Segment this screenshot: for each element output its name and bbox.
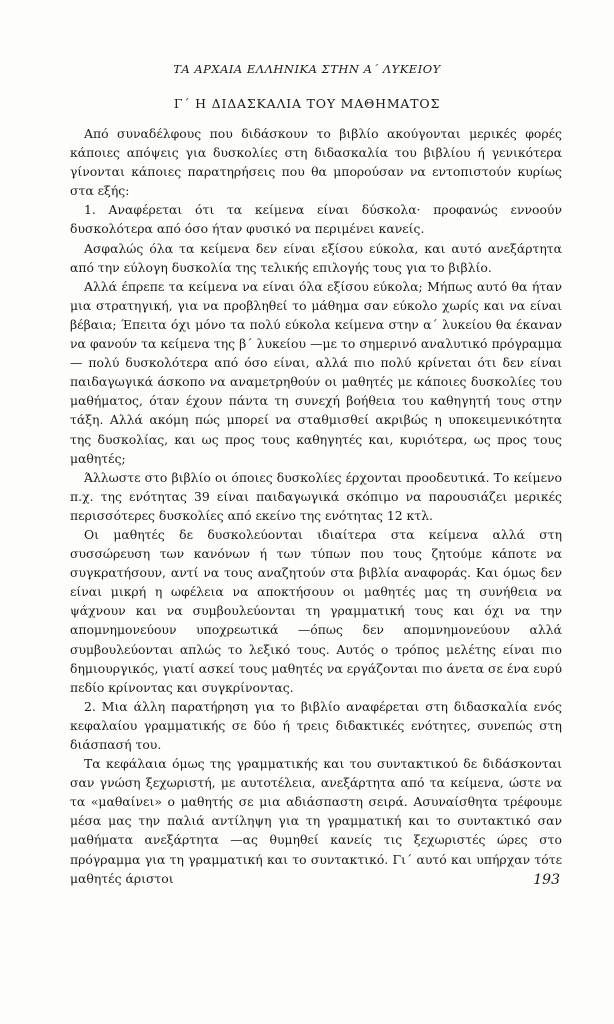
paragraph: Αλλά έπρεπε τα κείμενα να είναι όλα εξίσου εύκολα; Μήπως αυτό θα ήταν μια στρατηγική, για να προβληθεί το μάθημα σαν εύκολο χωρίς και να είναι βέβαια; Έπειτα όχι μόνο τα πολύ εύκολα κείμενα στην α΄ λυκείου θα έκαναν να φανούν τα κείμενα της β΄ λυκείου —με το σημερινό αναλυτικό πρόγραμμα— πολύ δυσκολότερα από όσο είναι, αλλά πιο πολύ κρίνεται ότι δεν είναι παιδαγωγικά άσκοπο να αναμετρηθούν οι μαθητές με κάποιες δυσκολίες του μαθήματος, όταν έχουν πάντα τη συνεχή βοήθεια του καθηγητή τους στην τάξη. Αλλά ακόμη πώς μπορεί να σταθμισθεί ακριβώς η υποκειμενικότητα της δυσκολίας, και ως προς τους καθηγητές και, κυριότερα, ως προς τους μαθητές; xyxy=(70,278,562,466)
paragraph: Άλλωστε στο βιβλίο οι όποιες δυσκολίες έρχονται προοδευτικά. Το κείμενο π.χ. της ενότητας 39 είναι παιδαγωγικά σκόπιμο να παρουσιάζει μερικές περισσότερες δυσκολίες από εκείνο της ενότητας 12 κτλ. xyxy=(70,469,562,523)
body-text xyxy=(70,124,562,888)
paragraph: Τα κεφάλαια όμως της γραμματικής και του συντακτικού δε διδάσκονται σαν γνώση ξεχωριστή, με αυτοτέλεια, ανεξάρτητα από τα κείμενα, ώστε να τα «μαθαίνει» ο μαθητής σε μια αδιάσπαστη σειρά. Ασυναίσθητα τρέφουμε μέσα μας την παλιά αντίληψη για τη γραμματική και το συντακτικό σαν μαθήματα ανεξάρτητα —ας θυμηθεί κανείς τις ξεχωριστές ώρες στο πρόγραμμα για τη γραμματική και το συντακτικό. Γι΄ αυτό και υπήρχαν τότε μαθητές άριστοι xyxy=(70,756,562,886)
paragraph: Ασφαλώς όλα τα κείμενα δεν είναι εξίσου εύκολα, και αυτό ανεξάρτητα από την εύλογη δυσκολία της τελικής επιλογής τους για το βιβλίο. xyxy=(70,240,562,275)
paragraph: Οι μαθητές δε δυσκολεύονται ιδιαίτερα στα κείμενα αλλά στη συσσώρευση των κανόνων ή των τύπων που τους ζητούμε κάποτε να συγκρατήσουν, αντί να τους αναζητούν στα βιβλία αναφοράς. Και όμως δεν είναι μικρή η ωφέλεια να αποκτήσουν οι μαθητές μας τη συνήθεια να ψάχνουν και να συμβουλεύονται τη γραμματική τους και όχι να την απομνημονεύουν υποχρεωτικά —όπως δεν απομνημονεύουν αλλά συμβουλεύονται απλώς το λεξικό τους. Αυτός ο τρόπος μελέτης είναι πιο δημιουργικός, γιατί ασκεί τους μαθητές να εργάζονται πιο άνετα σε ένα ευρύ πεδίο κρίνοντας και συγκρίνοντας. xyxy=(70,526,562,695)
chapter-title: Γ΄ Η ΔΙΔΑΣΚΑΛΙΑ ΤΟΥ ΜΑΘΗΜΑΤΟΣ xyxy=(173,96,441,111)
paragraph: Από συναδέλφους που διδάσκουν το βιβλίο ακούγονται μερικές φορές κάποιες απόψεις για δυσκολίες στη διδασκαλία του βιβλίου ή γενικότερα γίνονται κάποιες παρατηρήσεις που θα μπορούσαν να εντοπιστούν κυρίως στα εξής: xyxy=(70,126,562,199)
page-number: 193 xyxy=(533,872,560,888)
running-head: ΤΑ ΑΡΧΑΙΑ ΕΛΛΗΝΙΚΑ ΣΤΗΝ Α΄ ΛΥΚΕΙΟΥ xyxy=(173,62,441,76)
paragraph: 2. Μια άλλη παρατήρηση για το βιβλίο αναφέρεται στη διδασκαλία ενός κεφαλαίου γραμματικής σε δύο ή τρεις διδακτικές ενότητες, συνεπώς στη διάσπασή του. xyxy=(70,698,562,752)
paragraph: 1. Αναφέρεται ότι τα κείμενα είναι δύσκολα· προφανώς εννοούν δυσκολότερα από όσο ήταν φυσικό να περιμένει κανείς. xyxy=(70,202,562,237)
